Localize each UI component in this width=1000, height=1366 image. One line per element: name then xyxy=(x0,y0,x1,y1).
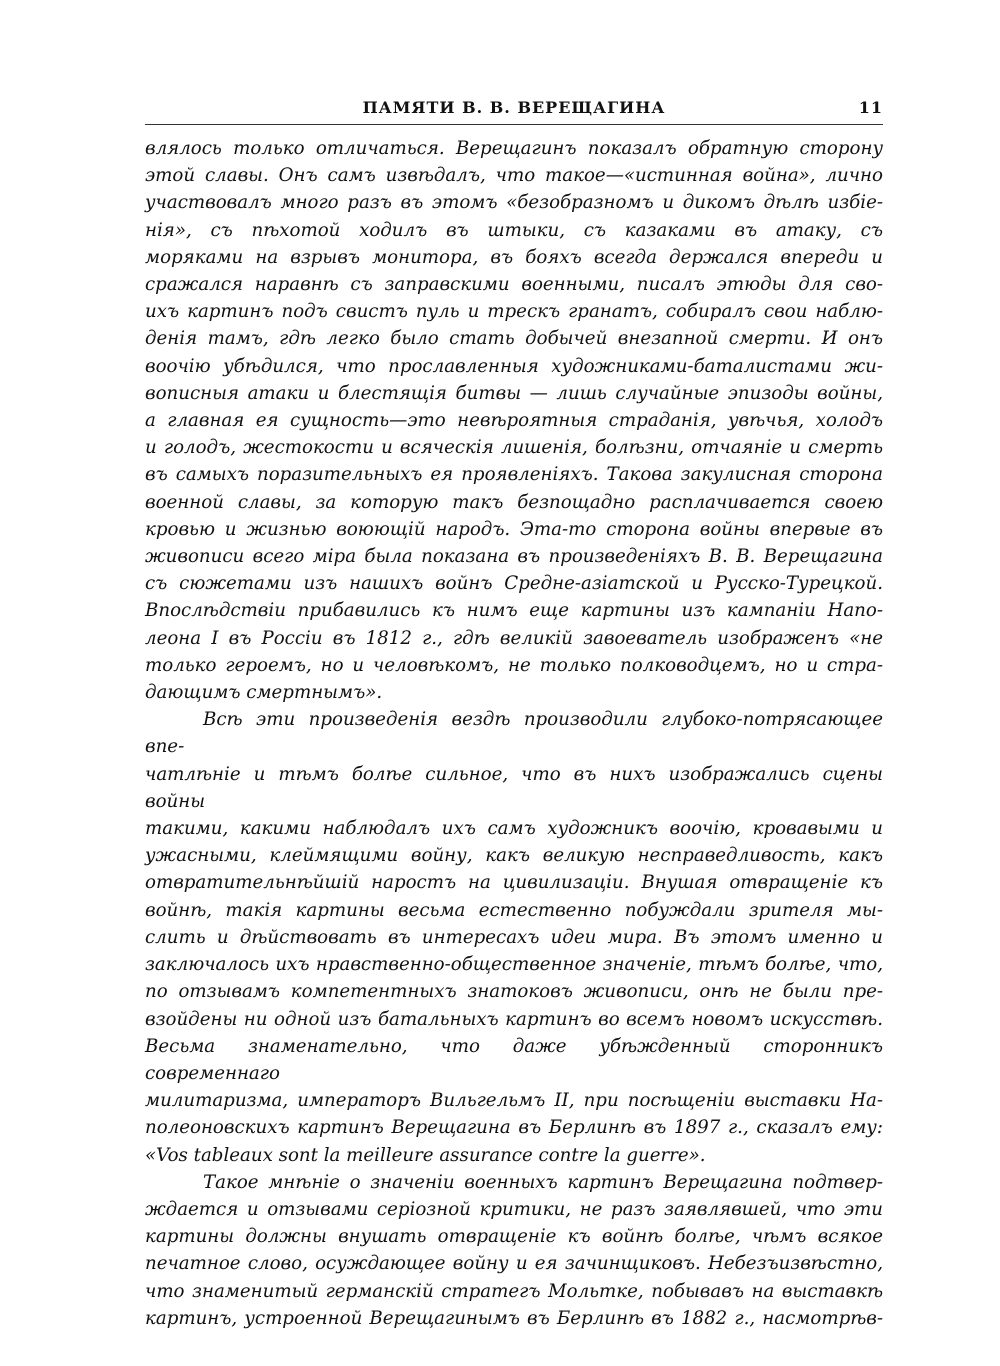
text-line: и голодъ, жестокости и всяческія лишенія, болѣзни, отчаяніе и смерть xyxy=(145,437,883,459)
text-line: чатлѣніе и тѣмъ болѣе сильное, что въ нихъ изображались сцены войны xyxy=(145,763,883,812)
text-line: съ сюжетами изъ нашихъ войнъ Средне-азіатской и Русско-Турецкой. xyxy=(145,573,883,595)
text-line: печатное слово, осуждающее войну и ея зачинщиковъ. Небезъизвѣстно, xyxy=(145,1253,883,1275)
text-line: полеоновскихъ картинъ Верещагина въ Берлинѣ въ 1897 г., сказалъ ему: xyxy=(145,1117,883,1139)
text-line: ихъ картинъ подъ свистъ пуль и трескъ гранатъ, собиралъ свои наблю- xyxy=(145,301,883,323)
text-line: «Vos tableaux sont la meilleure assurance contre la guerre». xyxy=(145,1144,706,1166)
text-line: Впослѣдствіи прибавились къ нимъ еще картины изъ кампаніи Напо- xyxy=(145,600,883,622)
text-line: картины должны внушать отвращеніе къ войнѣ болѣе, чѣмъ всякое xyxy=(145,1226,883,1248)
text-line: нія», съ пѣхотой ходилъ въ штыки, съ казаками въ атаку, съ xyxy=(145,219,883,241)
text-line: ждается и отзывами серіозной критики, не разъ заявлявшей, что эти xyxy=(145,1198,883,1220)
text-line: по отзывамъ компетентныхъ знатоковъ живописи, онѣ не были пре- xyxy=(145,981,883,1003)
text-line: живописи всего міра была показана въ произведеніяхъ В. В. Верещагина xyxy=(145,546,883,568)
text-line: ужасными, клеймящими войну, какъ великую несправедливость, какъ xyxy=(145,845,883,867)
text-line: военной славы, за которую такъ безпощадно расплачивается своею xyxy=(145,491,883,513)
text-line: моряками на взрывъ монитора, въ бояхъ всегда держался впереди и xyxy=(145,246,883,268)
text-line: картинъ, устроенной Верещагинымъ въ Берлинѣ въ 1882 г., насмотрѣв- xyxy=(145,1307,883,1329)
text-line: войнѣ, такія картины весьма естественно побуждали зрителя мы- xyxy=(145,899,883,921)
page-number: 11 xyxy=(858,98,883,117)
header-rule xyxy=(145,124,883,125)
text-line: дающимъ смертнымъ». xyxy=(145,682,383,704)
text-line: милитаризма, императоръ Вильгельмъ II, при посѣщеніи выставки На- xyxy=(145,1090,883,1112)
running-title: ПАМЯТИ В. В. ВЕРЕЩАГИНА xyxy=(362,98,666,117)
text-line: въ самыхъ поразительныхъ ея проявленіяхъ. Такова закулисная сторона xyxy=(145,464,883,486)
text-line: воочію убѣдился, что прославленныя художниками-баталистами жи- xyxy=(145,355,883,377)
text-line: Такое мнѣніе о значеніи военныхъ картинъ Верещагина подтвер- xyxy=(203,1171,883,1193)
text-line: такими, какими наблюдалъ ихъ самъ художникъ воочію, кровавыми и xyxy=(145,818,883,840)
text-line: слить и дѣйствовать въ интересахъ идеи мира. Въ этомъ именно и xyxy=(145,926,883,948)
document-page xyxy=(145,96,883,1332)
text-line: Всѣ эти произведенія вездѣ производили глубоко-потрясающее впе- xyxy=(145,709,883,758)
text-line: кровью и жизнью воюющій народъ. Эта-то сторона войны впервые въ xyxy=(145,518,883,540)
text-line: этой славы. Онъ самъ извѣдалъ, что такое—«истинная война», лично xyxy=(145,165,883,187)
text-line: заключалось ихъ нравственно-общественное значеніе, тѣмъ болѣе, что, xyxy=(145,954,883,976)
text-line: участвовалъ много разъ въ этомъ «безобразномъ и дикомъ дѣлѣ избіе- xyxy=(145,192,883,214)
running-header xyxy=(145,96,883,124)
text-line: леона I въ Россіи въ 1812 г., гдѣ великій завоеватель изображенъ «не xyxy=(145,627,883,649)
text-line: Весьма знаменательно, что даже убѣжденный сторонникъ современнаго xyxy=(145,1035,883,1084)
text-line: вописныя атаки и блестящія битвы — лишь случайные эпизоды войны, xyxy=(145,382,883,404)
text-line: только героемъ, но и человѣкомъ, не только полководцемъ, но и стра- xyxy=(145,654,883,676)
text-line: влялось только отличаться. Верещагинъ показалъ обратную сторону xyxy=(145,138,883,159)
text-line: сражался наравнѣ съ заправскими военными, писалъ этюды для сво- xyxy=(145,274,883,296)
text-line: что знаменитый германскій стратегъ Мольтке, побывавъ на выставкѣ xyxy=(145,1280,883,1302)
text-line: а главная ея сущность—это невѣроятныя страданія, увѣчья, холодъ xyxy=(145,410,883,432)
text-line: отвратительнѣйшій наростъ на цивилизаціи. Внушая отвращеніе къ xyxy=(145,872,883,894)
text-line: денія тамъ, гдѣ легко было стать добычей внезапной смерти. И онъ xyxy=(145,328,883,350)
body-text xyxy=(145,135,883,1332)
text-line: взойдены ни одной изъ батальныхъ картинъ во всемъ новомъ искусствѣ. xyxy=(145,1008,883,1030)
